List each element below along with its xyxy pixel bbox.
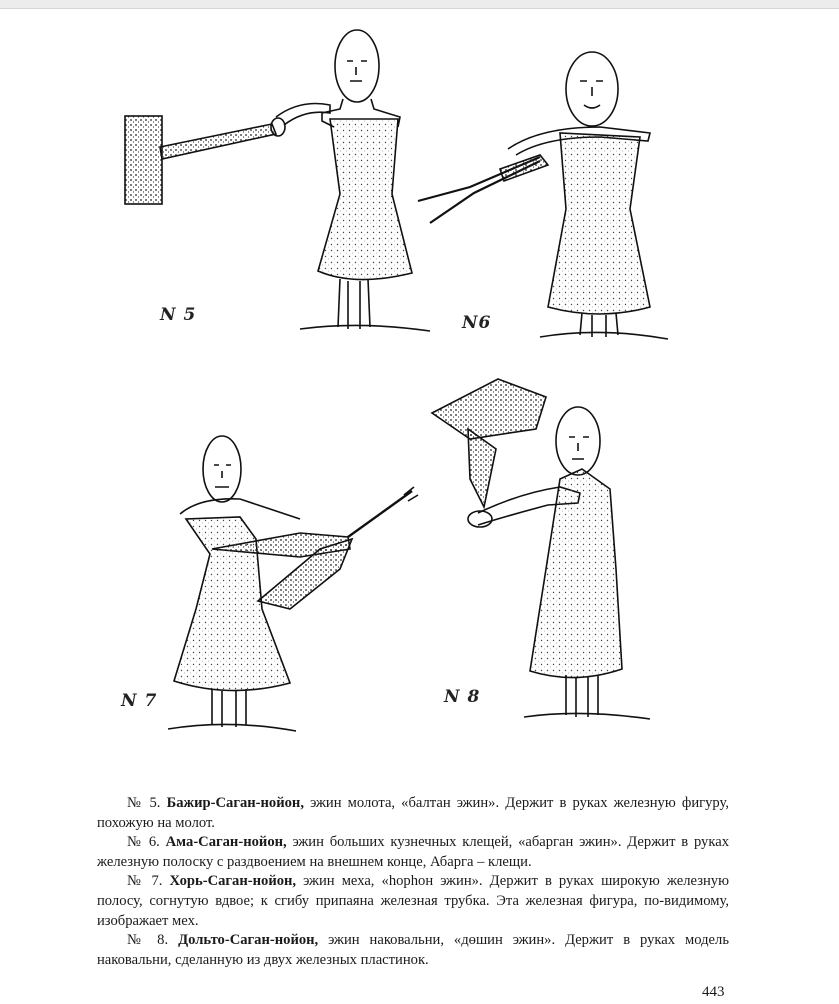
caption-6-number: № 6. — [127, 834, 160, 851]
caption-5 — [97, 794, 729, 833]
caption-7-number: № 7. — [127, 873, 163, 890]
captions-block — [97, 794, 729, 970]
figure-7-drawing — [168, 436, 418, 731]
caption-6 — [97, 833, 729, 872]
figure-8-drawing — [432, 379, 650, 719]
figure-label-7: N 7 — [121, 691, 158, 711]
caption-6-name: Ама-Саган-нойон, — [165, 834, 287, 851]
caption-5-number: № 5. — [127, 795, 161, 811]
caption-7 — [97, 872, 729, 931]
caption-5-name: Бажир-Саган-нойон, — [166, 795, 304, 811]
hammer-head — [125, 116, 162, 204]
figure-label-5: N 5 — [160, 305, 197, 325]
browser-top-bar — [0, 0, 839, 9]
caption-8-name: Дольто-Саган-нойон, — [178, 932, 319, 949]
illustration-plate — [0, 9, 839, 769]
caption-7-name: Хорь-Саган-нойон, — [169, 873, 297, 890]
page-number: 443 — [702, 984, 725, 1000]
figure-label-6: N6 — [462, 313, 492, 333]
caption-6-text: эжин больших кузнечных клещей, «абарган эжин». Держит в руках железную полоску с раздвоением на внешнем конце, Абарга – клещи. — [97, 834, 729, 870]
caption-5-text: эжин молота, «балтан эжин». Держит в руках железную фигуру, похожую на молот. — [97, 795, 729, 831]
caption-8-number: № 8. — [127, 932, 169, 949]
figure-5-drawing — [125, 30, 430, 331]
caption-8 — [97, 931, 729, 970]
caption-7-text: эжин меха, «hорhон эжин». Держит в руках широкую железную полосу, согнутую вдвое; к сгибу припаяна железная трубка. Эта железная фигура, по-видимому, изображает мех. — [97, 873, 729, 929]
figure-6-drawing — [418, 52, 668, 339]
document-page — [0, 9, 839, 1004]
caption-8-text: эжин наковальни, «дөшин эжин». Держит в руках модель наковальни, сделанную из двух железных пластинок. — [97, 932, 729, 968]
figure-label-8: N 8 — [444, 687, 481, 707]
